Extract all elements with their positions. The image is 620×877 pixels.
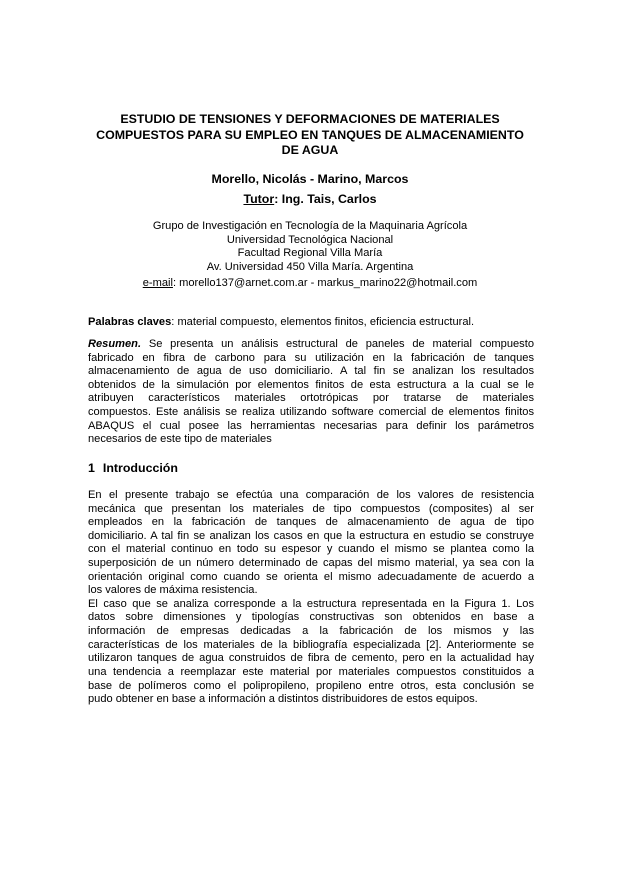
abstract-line: atribuyen característicos materiales ortotrópicas por tratarse de materiales <box>88 392 534 405</box>
tutor <box>0 192 620 207</box>
abstract-line: fabricado en fibra de carbono para su utilización en la fabricación de tanques <box>88 351 534 364</box>
abstract-line <box>88 338 534 352</box>
abstract-line: ABAQUS el cual posee las herramientas necesarias para definir los parámetros <box>88 419 534 432</box>
affiliation-line: Facultad Regional Villa María <box>237 247 383 260</box>
body-line: pudo obtener en base a información a distintos distribuidores de estos equipos. <box>88 693 478 706</box>
body-line: superposición de un número determinado de capas del mismo material, ya sea con la <box>88 557 534 570</box>
body-line: empleados en la fabricación de tanques de almacenamiento de agua de tipo <box>88 516 534 529</box>
affiliation <box>0 220 620 274</box>
section-heading <box>88 461 178 476</box>
body-line: orientación original como cuando se orienta el mismo adecuadamente de acuerdo a <box>88 570 534 583</box>
abstract-line: compuestos. Este análisis se realiza utilizando software comercial de elementos finitos <box>88 406 534 419</box>
body-line: base de polímeros como el polipropileno, propileno entre otros, esta conclusión se <box>88 679 534 692</box>
title-line: DE AGUA <box>281 143 339 158</box>
body-line: los valores de máxima resistencia. <box>88 584 258 597</box>
email-value: : morello137@arnet.com.ar - markus_marino22@hotmail.com <box>172 277 478 289</box>
body-line: domiciliario. A tal fin se analizan los casos en que la estructura en estudio se construye <box>88 529 534 542</box>
body-line: una tendencia a reemplazar este material por materiales compuestos constituidos a <box>88 665 534 678</box>
body-text <box>88 489 534 707</box>
body-line: El caso que se analiza corresponde a la estructura representada en la Figura 1. Los <box>88 597 534 610</box>
abstract-label: Resumen. <box>88 338 142 350</box>
email-line <box>0 277 620 291</box>
section-title: Introducción <box>102 461 178 475</box>
body-line: mecánica que presentan los materiales de tipo compuestos (composites) al ser <box>88 502 534 515</box>
email-label: e-mail <box>142 277 173 289</box>
title-line: ESTUDIO DE TENSIONES Y DEFORMACIONES DE MATERIALES <box>120 112 500 126</box>
abstract-line: almacenamiento de agua de uso domiciliario. A tal fin se analizan los resultados <box>88 365 534 378</box>
keywords-value: : material compuesto, elementos finitos, eficiencia estructural. <box>171 316 475 328</box>
affiliation-line: Universidad Tecnológica Nacional <box>226 233 394 246</box>
section-number: 1 <box>88 461 95 475</box>
paper-title <box>60 112 560 159</box>
abstract-line-text: Se presenta un análisis estructural de paneles de material compuesto <box>141 338 534 350</box>
tutor-label: Tutor <box>243 192 275 206</box>
body-line: datos sobre dimensiones y tipologías constructivas son obtenidos en base a <box>88 611 534 624</box>
keywords-label: Palabras claves <box>88 316 172 328</box>
authors: Morello, Nicolás - Marino, Marcos <box>211 172 409 186</box>
body-line: características de los materiales de la bibliografía especializada [2]. Anteriormente se <box>88 638 534 651</box>
body-line: información de empresas dedicadas a la fabricación de los mismos y las <box>88 625 534 638</box>
abstract-line: obtenidos de la simulación por elementos finitos de esta estructura a la cual se le <box>88 378 534 391</box>
affiliation-line: Grupo de Investigación en Tecnología de la Maquinaria Agrícola <box>152 220 468 232</box>
body-line: con el material continuo en todo su espesor y cuando el mismo se plantea como la <box>88 543 534 556</box>
body-line: utilizaron tanques de agua construidos de fibra de cemento, pero en la actualidad hay <box>88 652 534 665</box>
keywords <box>88 316 534 330</box>
affiliation-line: Av. Universidad 450 Villa María. Argentina <box>206 260 414 273</box>
tutor-name: : Ing. Tais, Carlos <box>274 192 377 206</box>
abstract-line: necesarios de este tipo de materiales <box>88 433 272 446</box>
abstract <box>88 338 534 447</box>
body-line: En el presente trabajo se efectúa una comparación de los valores de resistencia <box>88 489 534 501</box>
title-line: COMPUESTOS PARA SU EMPLEO EN TANQUES DE ALMACENAMIENTO <box>96 127 524 142</box>
